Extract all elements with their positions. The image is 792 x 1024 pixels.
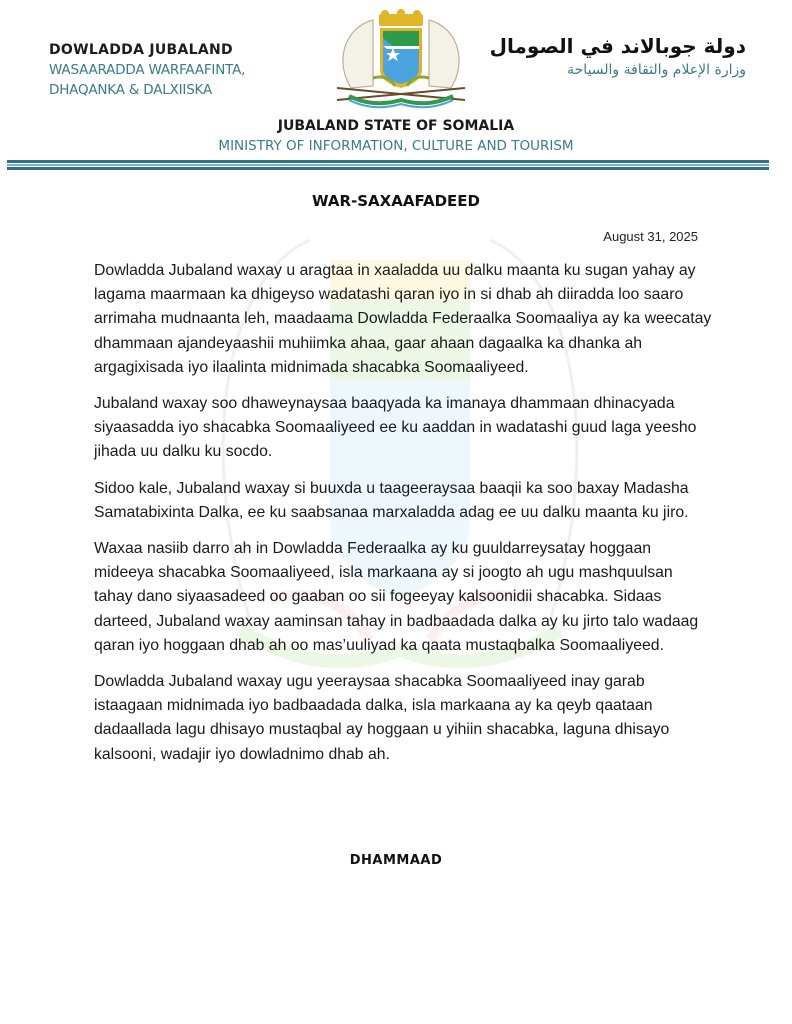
document-title: WAR-SAXAAFADEED xyxy=(312,192,480,210)
paragraph: Dowladda Jubaland waxay u aragtaa in xaaladda uu dalku maanta ku sugan yahay ay lagama maarmaan ka dhigeyso wadatashi qaran iyo in si dhab ah diiradda loo saaro arrimaha mudnaanta leh, maadaama Dowladda Federaalka Soomaaliya ay ka weecatay dhammaan ajandeyaashii muhiimka ahaa, gaar ahaan dagaalka ka dhanka ah argagixisada iyo ilaalinta midnimada shacabka Soomaaliyeed. xyxy=(94,262,712,376)
state-name-somali: DOWLADDA JUBALAND xyxy=(49,42,233,58)
paragraph: Jubaland waxay soo dhaweynaysaa baaqyada ka imanaya dhammaan dhinacyada siyaasadda iyo shacabka Soomaaliyeed ee ku aaddan in wadatashi guud laga yeesho jihada uu dalku ku socdo. xyxy=(94,395,697,461)
coat-of-arms-icon xyxy=(333,8,469,112)
document-body xyxy=(94,259,714,779)
ministry-name-somali-line1: WASAARADDA WARFAAFINTA, xyxy=(49,62,246,78)
state-name-arabic: دولة جوبالاند في الصومال xyxy=(489,34,746,58)
paragraph: Dowladda Jubaland waxay ugu yeeraysaa shacabka Soomaaliyeed inay garab istaagaan midnimada iyo badbaadada dalka, isla markaana ay ka qeyb qaataan dadaallada lagu dhisayo mustaqbal ay hoggaan u yihiin shacabka, laguna dhisayo kalsooni, wadajir iyo dowladnimo dhab ah. xyxy=(94,673,670,763)
letterhead-center xyxy=(0,118,792,154)
ministry-name-english: MINISTRY OF INFORMATION, CULTURE AND TOURISM xyxy=(218,138,574,154)
ministry-name-arabic: وزارة الإعلام والثقافة والسياحة xyxy=(567,62,746,78)
state-name-english: JUBALAND STATE OF SOMALIA xyxy=(277,118,515,134)
document-date: August 31, 2025 xyxy=(603,229,698,244)
letterhead-right xyxy=(490,34,746,78)
closing-text: DHAMMAAD xyxy=(349,853,443,868)
ministry-name-somali-line2: DHAQANKA & DALXIISKA xyxy=(49,82,213,98)
header-divider xyxy=(7,160,769,170)
paragraph: Waxaa nasiib darro ah in Dowladda Federaalka ay ku guuldarreysatay hoggaan mideeya shacabka Soomaaliyeed, isla markaana ay si joogto ah ugu mashquulsan tahay dano siyaasadeed oo gaaban oo sii fogeeyay kalsoonidii shacabka. Sidaas darteed, Jubaland waxay aaminsan tahay in badbaadada dalka ay ku jirto talo wadaag qaran iyo hoggaan dhab ah oo mas’uuliyad ka qaata mustaqbalka Soomaaliyeed. xyxy=(94,540,699,654)
letterhead-left xyxy=(49,42,245,98)
paragraph: Sidoo kale, Jubaland waxay si buuxda u taageeraysaa baaqii ka soo baxay Madasha Samatabixinta Dalka, ee ku saabsanaa marxaladda adag ee uu dalku maanta ku jiro. xyxy=(94,479,689,521)
